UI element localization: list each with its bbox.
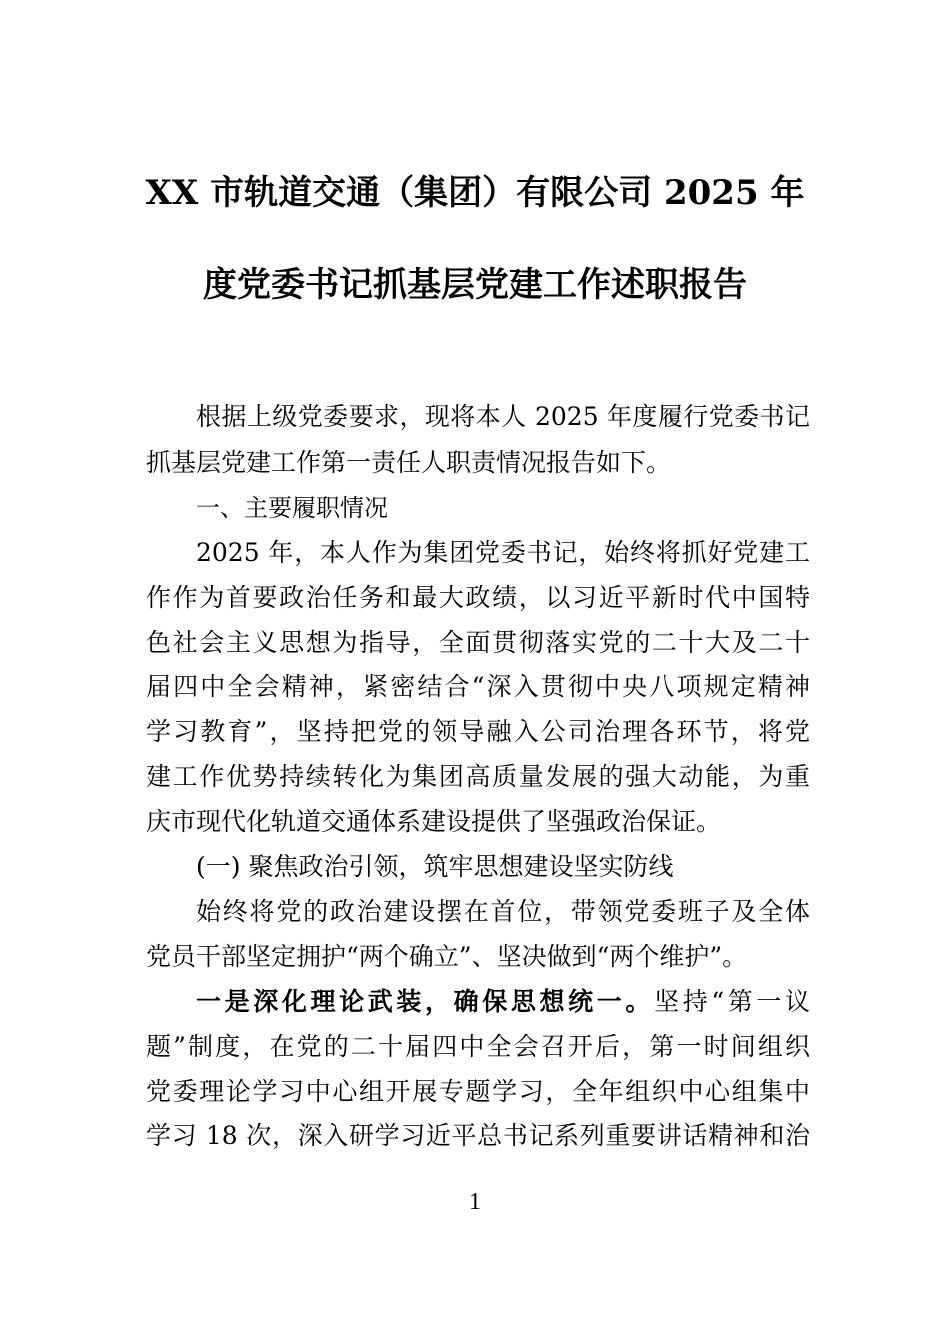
section-1-line-7: 庆市现代化轨道交通体系建设提供了坚强政治保证。 [146, 807, 722, 836]
section-1-line-5: 学习教育”，坚持把党的领导融入公司治理各环节，将党 [146, 717, 810, 746]
document-title-line-2: 度党委书记抓基层党建工作述职报告 [203, 265, 747, 305]
section-1-heading: 一、主要履职情况 [196, 494, 388, 522]
document-title-line-1: XX 市轨道交通（集团）有限公司 2025 年 [145, 173, 805, 213]
page-number: 1 [469, 1189, 481, 1215]
section-1-line-4: 届四中全会精神，紧密结合“深入贯彻中央八项规定精神 [146, 672, 810, 701]
point-1-line-1 [196, 985, 810, 1019]
point-1-line-3: 党委理论学习中心组开展专题学习，全年组织中心组集中 [146, 1077, 810, 1106]
section-1-line-3: 色社会主义思想为指导，全面贯彻落实党的二十大及二十 [146, 628, 810, 657]
section-1-line-1: 2025 年，本人作为集团党委书记，始终将抓好党建工 [196, 538, 810, 567]
subsection-1-heading: (一) 聚焦政治引领，筑牢思想建设坚实防线 [196, 852, 674, 881]
point-1-line-2: 题”制度，在党的二十届四中全会召开后，第一时间组织 [146, 1032, 810, 1061]
point-1-bold-lead: 一是深化理论武装，确保思想统一。 [196, 987, 655, 1016]
section-1-line-2: 作作为首要政治任务和最大政绩，以习近平新时代中国特 [146, 583, 810, 612]
point-1-line-4: 学习 18 次，深入研学习近平总书记系列重要讲话精神和治 [146, 1121, 810, 1150]
intro-line-1: 根据上级党委要求，现将本人 2025 年度履行党委书记 [196, 402, 810, 431]
section-1-line-6: 建工作优势持续转化为集团高质量发展的强大动能，为重 [146, 762, 810, 791]
subsection-1-line-1: 始终将党的政治建设摆在首位，带领党委班子及全体 [196, 897, 810, 926]
intro-line-2: 抓基层党建工作第一责任人职责情况报告如下。 [146, 448, 672, 477]
point-1-lead-rest: 坚持“第一议 [654, 987, 810, 1016]
subsection-1-line-2: 党员干部坚定拥护“两个确立”、坚决做到“两个维护”。 [146, 942, 748, 971]
